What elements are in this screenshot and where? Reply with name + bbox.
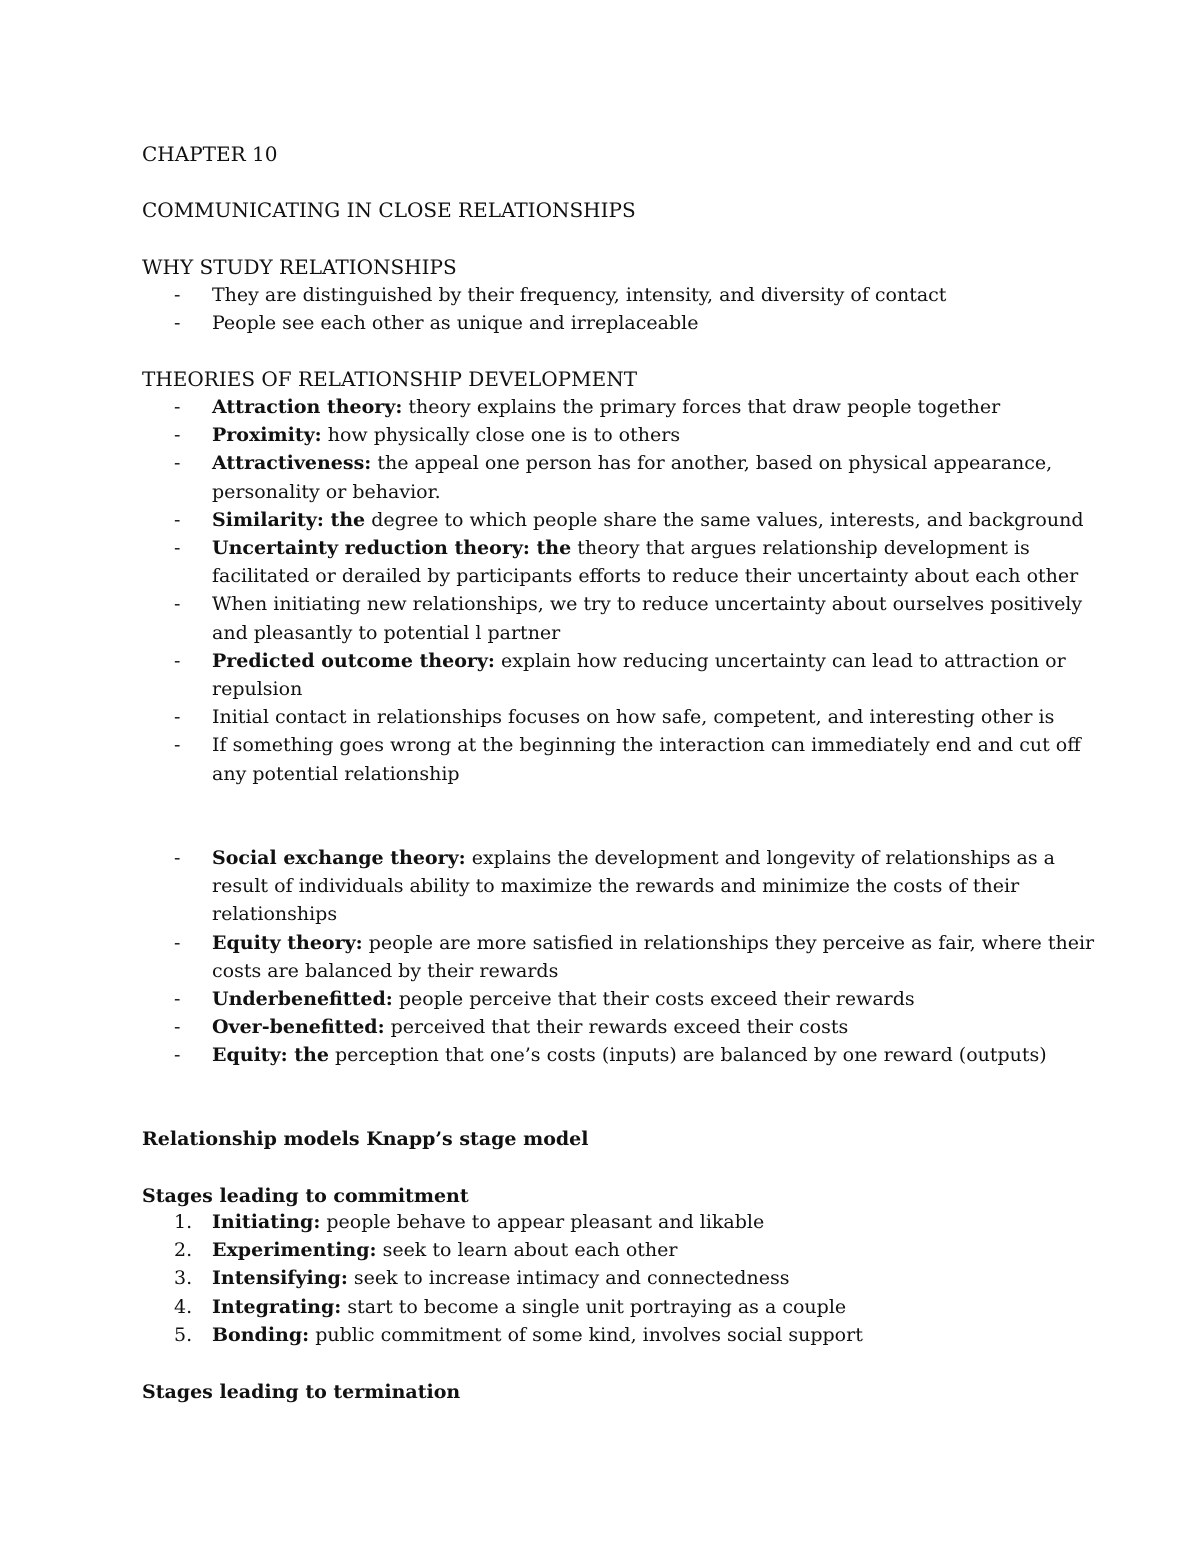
term: Over-benefitted: (212, 1016, 385, 1039)
term: Bonding: (212, 1323, 310, 1346)
dash-bullet: - (174, 537, 181, 560)
definition: degree to which people share the same values, interests, and background (365, 508, 1084, 531)
list-item (142, 1013, 1102, 1041)
dash-bullet: - (174, 734, 181, 757)
commitment-heading: Stages leading to commitment (142, 1185, 469, 1207)
definition: explains the development and longevity of relationships as a result of individuals ability to maximize the rewards and minimize the costs of their relationships (212, 847, 1055, 926)
definition: seek to learn about each other (376, 1239, 678, 1262)
term: Integrating: (212, 1295, 342, 1318)
dash-bullet: - (174, 931, 181, 954)
dash-bullet: - (174, 452, 181, 475)
list-item (142, 647, 1102, 703)
dash-bullet: - (174, 649, 181, 672)
list-item (142, 393, 1102, 421)
dash-bullet: - (174, 284, 181, 306)
termination-heading: Stages leading to termination (142, 1381, 461, 1403)
list-item (142, 1208, 1102, 1236)
list-number: 2. (174, 1239, 193, 1262)
definition: Initial contact in relationships focuses on how safe, competent, and interesting other is (212, 706, 1055, 729)
term: Equity: the (212, 1044, 329, 1067)
term: Attraction theory: (212, 396, 403, 418)
list-number: 3. (174, 1267, 193, 1290)
term: Proximity: (212, 424, 322, 447)
list-item (142, 1236, 1102, 1264)
list-number: 1. (174, 1211, 193, 1233)
definition: theory explains the primary forces that draw people together (402, 396, 1001, 418)
list-item (142, 281, 1102, 309)
list-number: 5. (174, 1323, 193, 1346)
definition: theory that argues relationship development is facilitated or derailed by participants efforts to reduce their uncertainty about each other (212, 537, 1079, 588)
definition: perception that one’s costs (inputs) are balanced by one reward (outputs) (328, 1044, 1047, 1067)
list-item (142, 1293, 1102, 1321)
definition: people perceive that their costs exceed their rewards (392, 988, 915, 1011)
term: Uncertainty reduction theory: the (212, 537, 572, 560)
list-item (142, 590, 1102, 646)
commitment-stages-list (142, 1208, 1102, 1349)
term: Intensifying: (212, 1267, 348, 1290)
why-heading: WHY STUDY RELATIONSHIPS (142, 255, 457, 279)
definition: people behave to appear pleasant and likable (320, 1211, 765, 1233)
dash-bullet: - (174, 847, 181, 869)
why-list (142, 281, 1102, 337)
list-item-text: People see each other as unique and irreplaceable (212, 312, 699, 335)
definition: public commitment of some kind, involves social support (309, 1323, 863, 1346)
definition: perceived that their rewards exceed their costs (384, 1016, 849, 1039)
definition: seek to increase intimacy and connectedness (347, 1267, 790, 1290)
dash-bullet: - (174, 593, 181, 616)
definition: people are more satisfied in relationships they perceive as fair, where their costs are balanced by their rewards (212, 931, 1095, 982)
list-item (142, 929, 1102, 985)
dash-bullet: - (174, 1044, 181, 1067)
definition: the appeal one person has for another, based on physical appearance, personality or behavior. (212, 452, 1053, 503)
theories-list-continued (142, 844, 1102, 1070)
list-item (142, 703, 1102, 731)
list-item (142, 309, 1102, 337)
list-item (142, 1041, 1102, 1069)
dash-bullet: - (174, 1016, 181, 1039)
dash-bullet: - (174, 706, 181, 729)
term: Experimenting: (212, 1239, 377, 1262)
list-item (142, 985, 1102, 1013)
list-item (142, 449, 1102, 505)
definition: how physically close one is to others (321, 424, 681, 447)
chapter-label: CHAPTER 10 (142, 142, 278, 166)
list-number: 4. (174, 1295, 193, 1318)
dash-bullet: - (174, 396, 181, 418)
dash-bullet: - (174, 424, 181, 447)
list-item (142, 421, 1102, 449)
list-item (142, 1264, 1102, 1292)
models-heading: Relationship models Knapp’s stage model (142, 1128, 589, 1150)
list-item (142, 534, 1102, 590)
list-item (142, 731, 1102, 787)
term: Attractiveness: (212, 452, 372, 475)
theories-heading: THEORIES OF RELATIONSHIP DEVELOPMENT (142, 367, 638, 391)
term: Social exchange theory: (212, 847, 466, 869)
list-item (142, 1321, 1102, 1349)
term: Underbenefitted: (212, 988, 393, 1011)
term: Initiating: (212, 1211, 321, 1233)
dash-bullet: - (174, 312, 181, 335)
term: Equity theory: (212, 931, 363, 954)
list-item (142, 506, 1102, 534)
term: Similarity: the (212, 508, 366, 531)
definition: When initiating new relationships, we try to reduce uncertainty about ourselves positively and pleasantly to potential l partner (212, 593, 1083, 644)
definition: If something goes wrong at the beginning the interaction can immediately end and cut off any potential relationship (212, 734, 1081, 785)
dash-bullet: - (174, 988, 181, 1011)
definition: explain how reducing uncertainty can lead to attraction or repulsion (212, 649, 1066, 701)
dash-bullet: - (174, 508, 181, 531)
chapter-title: COMMUNICATING IN CLOSE RELATIONSHIPS (142, 198, 636, 222)
definition: start to become a single unit portraying as a couple (341, 1295, 847, 1318)
list-item (142, 844, 1102, 929)
term: Predicted outcome theory: (212, 649, 495, 672)
list-item-text: They are distinguished by their frequency, intensity, and diversity of contact (212, 284, 947, 306)
theories-list (142, 393, 1102, 788)
